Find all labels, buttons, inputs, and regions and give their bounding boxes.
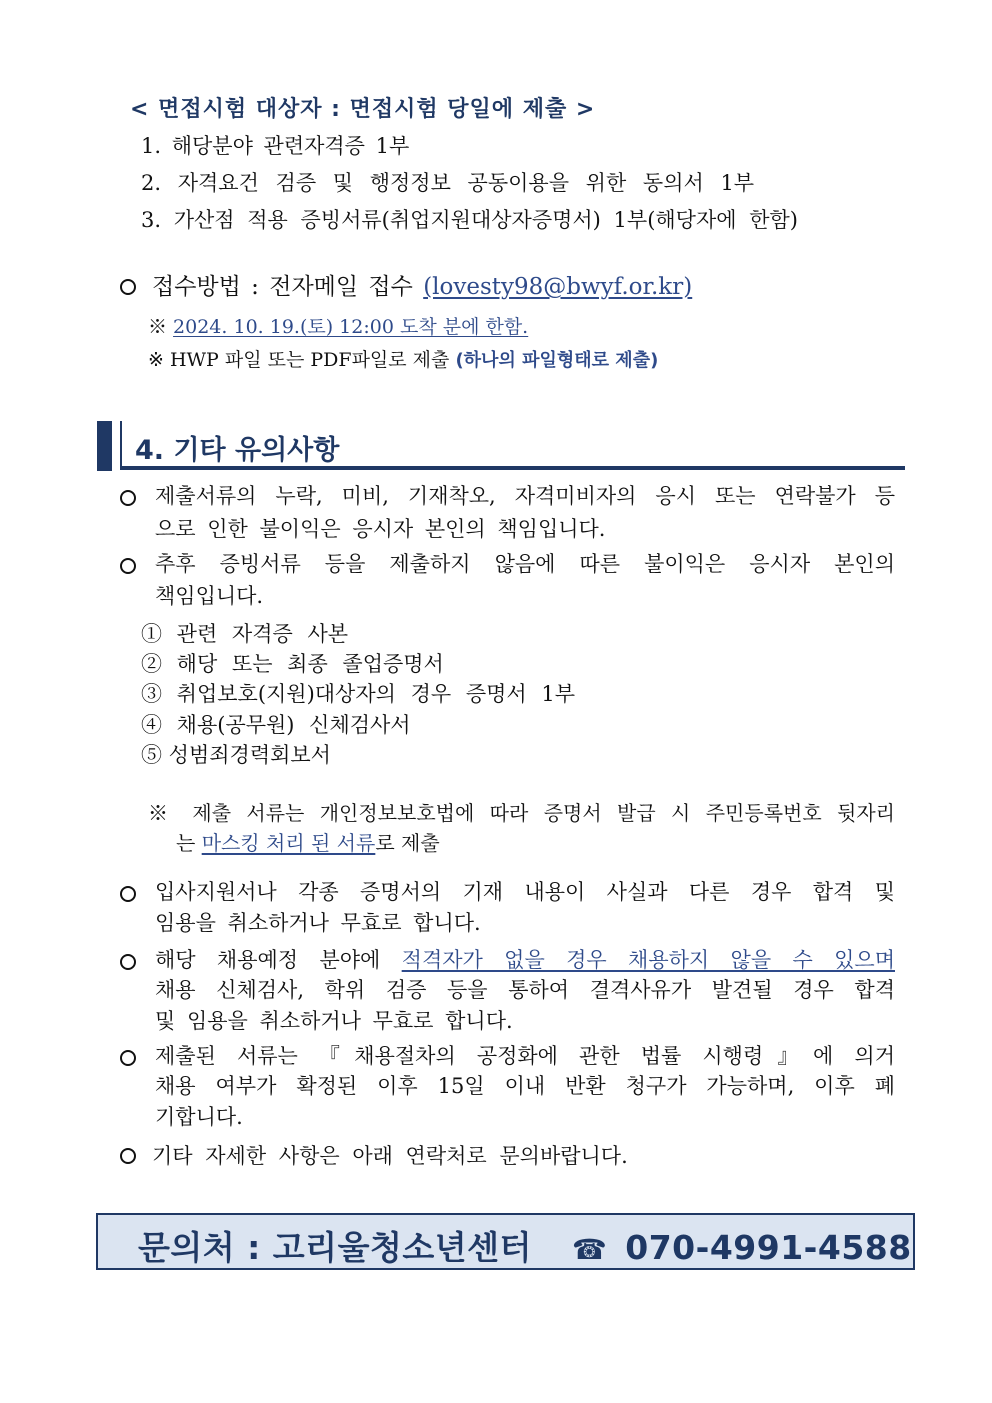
notice-5-line1: 제출된 서류는 『채용절차의 공정화에 관한 법률 시행령』에 의거 <box>155 1044 895 1068</box>
notice-4-line1 <box>155 945 895 975</box>
phone-icon: ☎ <box>571 1233 608 1266</box>
reference-mark: ※ <box>148 316 174 338</box>
notice-4-emphasis: 적격자가 없을 경우 채용하지 않을 수 있으며 <box>401 948 895 972</box>
interview-item-3: 3. 가산점 적용 증빙서류(취업지원대상자증명서) 1부(해당자에 한함) <box>141 208 798 232</box>
file-format-text: ※ HWP 파일 또는 PDF파일로 제출 <box>148 349 456 371</box>
deadline-text: 2024. 10. 19.(토) 12:00 도착 분에 한함. <box>173 316 529 338</box>
masking-pre: 는 <box>176 831 202 855</box>
masking-note-line2 <box>176 828 440 858</box>
contact-phone: 070-4991-4588 <box>625 1228 912 1267</box>
notice-item-1 <box>155 481 895 541</box>
notice-2-line1: 추후 증빙서류 등을 제출하지 않음에 따른 불이익은 응시자 본인의 <box>155 552 895 576</box>
bullet-icon <box>120 954 136 970</box>
notice-2-line2: 책임입니다. <box>155 584 264 608</box>
interview-item-1: 1. 해당분야 관련자격증 1부 <box>141 134 410 158</box>
file-format-note <box>148 345 658 372</box>
section-title: 4. 기타 유의사항 <box>135 435 340 466</box>
submission-method <box>152 268 692 301</box>
bullet-icon <box>120 1148 136 1164</box>
notice-item-5 <box>155 1041 895 1129</box>
section-marker <box>97 421 112 471</box>
notice-3-line2: 임용을 취소하거나 무효로 합니다. <box>155 911 481 935</box>
contact-info <box>138 1222 912 1269</box>
bullet-icon <box>120 886 136 902</box>
required-doc-1: ① 관련 자격증 사본 <box>141 622 349 646</box>
bullet-icon <box>120 490 136 506</box>
masking-note-line1: ※ 제출 서류는 개인정보보호법에 따라 증명서 발급 시 주민등록번호 뒷자리 <box>148 801 895 825</box>
notice-item-3 <box>155 877 895 935</box>
required-doc-4: ④ 채용(공무원) 신체검사서 <box>141 713 411 737</box>
required-doc-2: ② 해당 또는 최종 졸업증명서 <box>141 652 444 676</box>
section-divider <box>120 421 122 469</box>
contact-label: 문의처 : 고리울청소년센터 <box>138 1228 532 1267</box>
masking-emphasis: 마스킹 처리 된 서류 <box>201 831 376 855</box>
notice-4-line3: 및 임용을 취소하거나 무효로 합니다. <box>155 1009 513 1033</box>
masking-note <box>148 798 895 855</box>
notice-5-line2: 채용 여부가 확정된 이후 15일 이내 반환 청구가 가능하며, 이후 폐 <box>155 1074 895 1098</box>
notice-item-2 <box>155 549 895 608</box>
contact-box <box>96 1213 915 1270</box>
submission-email-link[interactable]: (lovesty98@bwyf.or.kr) <box>423 274 693 300</box>
interview-heading: < 면접시험 대상자 : 면접시험 당일에 제출 > <box>130 97 596 122</box>
notice-3-line1: 입사지원서나 각종 증명서의 기재 내용이 사실과 다른 경우 합격 및 <box>155 880 895 904</box>
bullet-icon <box>120 279 136 295</box>
notice-4-line2: 채용 신체검사, 학위 검증 등을 통하여 결격사유가 발견될 경우 합격 <box>155 978 895 1002</box>
notice-5-line3: 기합니다. <box>155 1105 243 1129</box>
notice-1-line1: 제출서류의 누락, 미비, 기재착오, 자격미비자의 응시 또는 연락불가 등 <box>155 484 895 508</box>
notice-item-6: 기타 자세한 사항은 아래 연락처로 문의바랍니다. <box>152 1144 628 1168</box>
file-format-emphasis: (하나의 파일형태로 제출) <box>455 350 659 371</box>
bullet-icon <box>120 1050 136 1066</box>
required-doc-3: ③ 취업보호(지원)대상자의 경우 증명서 1부 <box>141 682 576 706</box>
interview-item-2: 2. 자격요건 검증 및 행정정보 공동이용을 위한 동의서 1부 <box>141 171 755 195</box>
notice-4-pre: 해당 채용예정 분야에 <box>155 948 402 972</box>
notice-1-line2: 으로 인한 불이익은 응시자 본인의 책임입니다. <box>155 517 606 541</box>
submission-label: 접수방법 : 전자메일 접수 <box>152 274 424 300</box>
masking-post: 로 제출 <box>375 831 440 855</box>
bullet-icon <box>120 558 136 574</box>
required-doc-5: ⑤ 성범죄경력회보서 <box>141 743 331 767</box>
deadline-note <box>148 312 528 339</box>
notice-item-4 <box>155 945 895 1033</box>
